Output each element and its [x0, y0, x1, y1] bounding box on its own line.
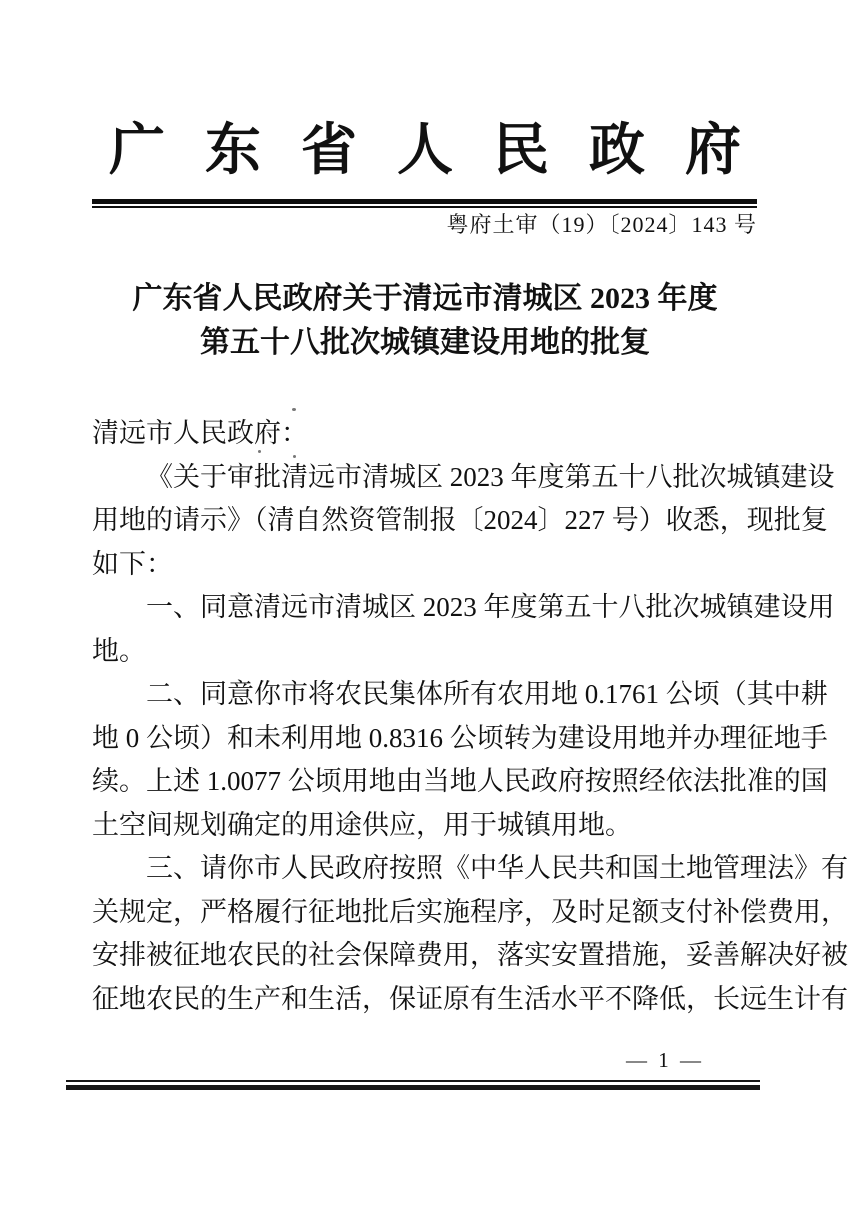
document-title-line1: 广东省人民政府关于清远市清城区 2023 年度	[132, 282, 718, 315]
page-number: — 1 —	[626, 1048, 704, 1072]
body-line: 续。上述 1.0077 公顷用地由当地人民政府按照经依法批准的国	[92, 766, 828, 796]
body-line: 关规定，严格履行征地批后实施程序，及时足额支付补偿费用，	[92, 896, 848, 927]
salutation: 清远市人民政府：	[92, 418, 308, 448]
body-line: 《关于审批清远市清城区 2023 年度第五十八批次城镇建设	[146, 461, 835, 492]
letterhead-title: 广东省人民政府	[109, 120, 781, 182]
body-line: 征地农民的生产和生活，保证原有生活水平不降低，长远生计有	[92, 983, 848, 1014]
body-line: 用地的请示》（清自然资管制报〔2024〕227 号）收悉，现批复	[92, 505, 828, 535]
body-line: 二、同意你市将农民集体所有农用地 0.1761 公顷（其中耕	[146, 679, 828, 709]
header-divider	[92, 199, 757, 208]
body-line: 三、请你市人民政府按照《中华人民共和国土地管理法》有	[146, 853, 848, 883]
document-title	[0, 277, 850, 365]
body-line: 如下：	[92, 548, 173, 579]
footer-divider	[66, 1080, 760, 1090]
scan-speck	[258, 450, 261, 453]
body-line: 地 0 公顷）和未利用地 0.8316 公顷转为建设用地并办理征地手	[92, 722, 828, 753]
body-line: 一、同意清远市清城区 2023 年度第五十八批次城镇建设用	[146, 592, 835, 622]
body-line: 地。	[92, 635, 146, 666]
scan-speck	[292, 408, 296, 411]
document-title-line2: 第五十八批次城镇建设用地的批复	[200, 326, 650, 359]
body-line: 土空间规划确定的用途供应，用于城镇用地。	[92, 809, 632, 840]
document-body	[92, 412, 848, 1021]
document-reference-number: 粤府土审（19）〔2024〕143 号	[446, 212, 757, 237]
body-line: 安排被征地农民的社会保障费用，落实安置措施，妥善解决好被	[92, 940, 848, 970]
scan-speck	[293, 455, 296, 458]
